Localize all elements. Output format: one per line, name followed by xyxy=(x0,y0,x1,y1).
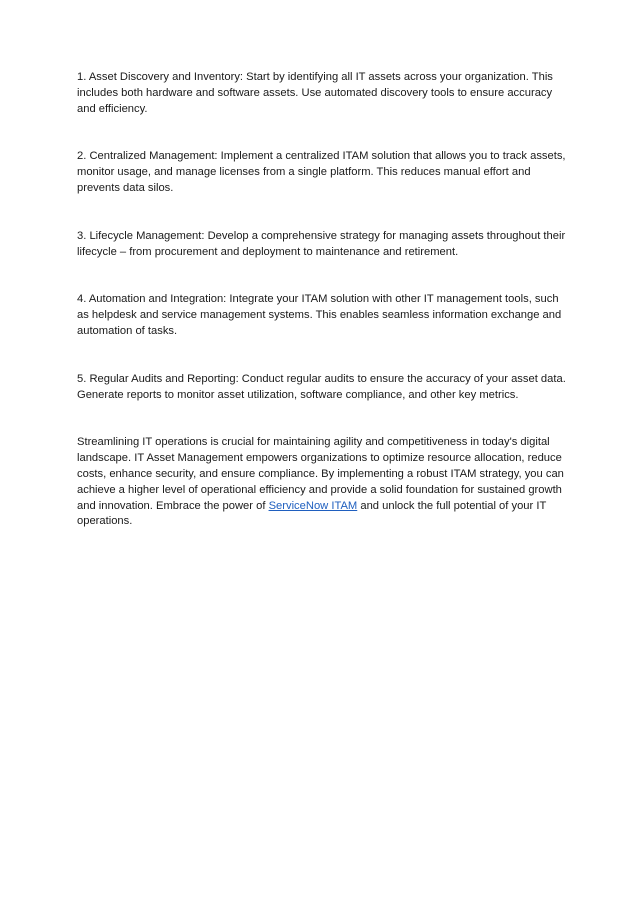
conclusion-text-after-link: and unlock the full potential of your IT operations. xyxy=(77,499,547,528)
servicenow-itam-link[interactable]: ServiceNow ITAM xyxy=(268,499,358,512)
list-item-automation-integration: 4. Automation and Integration: Integrate your ITAM solution with other IT management tools, such as helpdesk and service management systems. This enables seamless information exchange and automation of tasks. xyxy=(77,293,562,337)
conclusion-paragraph xyxy=(77,435,567,530)
list-item-asset-discovery: 1. Asset Discovery and Inventory: Start by identifying all IT assets across your organization. This includes both hardware and software assets. Use automated discovery tools to ensure accuracy and efficiency. xyxy=(77,71,553,115)
document-content xyxy=(77,70,567,530)
list-item-centralized-management: 2. Centralized Management: Implement a centralized ITAM solution that allows you to track assets, monitor usage, and manage licenses from a single platform. This reduces manual effort and prevents data silos. xyxy=(77,150,566,194)
conclusion-text-before-link: Streamlining IT operations is crucial for maintaining agility and competitiveness in today's digital landscape. IT Asset Management empowers organizations to optimize resource allocation, reduce costs, enhance security, and ensure compliance. By implementing a robust ITAM strategy, you can achieve a higher level of operational efficiency and provide a solid foundation for sustained growth and innovation. Embrace the power of xyxy=(77,436,564,512)
list-item-lifecycle-management: 3. Lifecycle Management: Develop a comprehensive strategy for managing assets throughout their lifecycle – from procurement and deployment to maintenance and retirement. xyxy=(77,229,566,258)
list-item-audits-reporting: 5. Regular Audits and Reporting: Conduct regular audits to ensure the accuracy of your asset data. Generate reports to monitor asset utilization, software compliance, and other key metrics. xyxy=(77,372,566,401)
